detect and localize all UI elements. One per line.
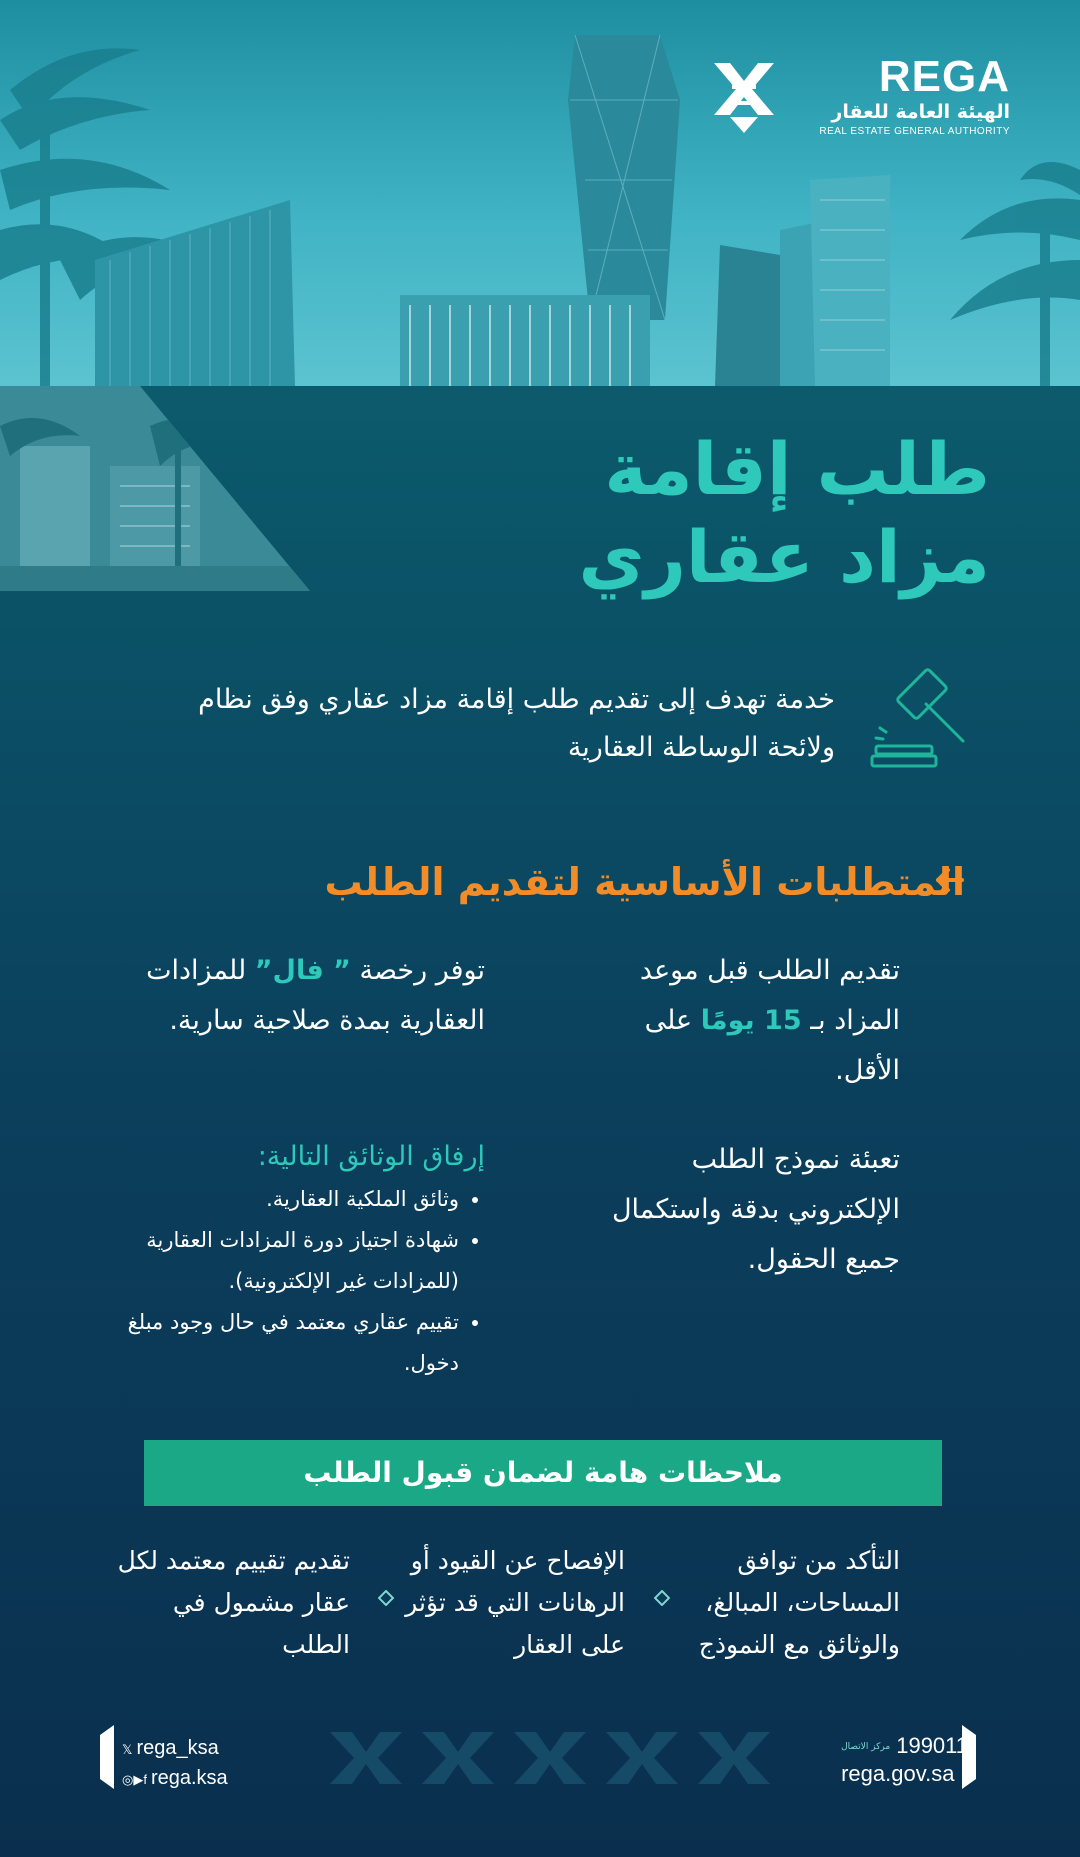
intro-line-1: خدمة تهدف إلى تقديم طلب إقامة مزاد عقاري وفق نظام xyxy=(198,684,835,715)
diamond-bullet-icon xyxy=(378,1590,394,1606)
requirement-form xyxy=(580,1135,900,1285)
fal-license-name: ” فال” xyxy=(254,955,351,986)
arrow-left-icon xyxy=(932,862,968,898)
brand-name-en: REGA xyxy=(878,52,1010,101)
hero-skyline-image xyxy=(0,0,1080,386)
contact-info xyxy=(841,1732,968,1788)
license-text-after: للمزادات العقارية بمدة صلاحية سارية. xyxy=(146,955,485,1036)
note-item-1: التأكد من توافق المساحات، المبالغ، والوثائق مع النموذج xyxy=(698,1546,900,1659)
requirement-documents xyxy=(115,1135,485,1384)
social-links xyxy=(122,1734,228,1794)
note-item-2: الإفصاح عن القيود أو الرهانات التي قد تؤثر على العقار xyxy=(405,1546,625,1659)
rega-logo-text xyxy=(819,52,1010,139)
brand-subtitle: REAL ESTATE GENERAL AUTHORITY xyxy=(819,126,1010,137)
documents-title: إرفاق الوثائق التالية: xyxy=(257,1141,485,1172)
requirement-license xyxy=(115,946,485,1046)
page-title xyxy=(430,425,990,601)
document-item: • وثائق الملكية العقارية. xyxy=(115,1179,459,1220)
notes-heading-bar: ملاحظات هامة لضمان قبول الطلب xyxy=(144,1440,942,1506)
title-line-1: طلب إقامة xyxy=(604,427,990,511)
document-item: • تقييم عقاري معتمد في حال وجود مبلغ دخول. xyxy=(115,1302,459,1384)
deadline-text-after: على الأقل. xyxy=(644,1005,900,1086)
instagram-youtube-facebook-icons: ◎▶f xyxy=(122,1772,147,1787)
documents-list xyxy=(115,1179,485,1384)
requirement-deadline xyxy=(580,946,900,1096)
x-twitter-icon: 𝕏 xyxy=(122,1742,133,1757)
intro-text xyxy=(115,676,835,772)
hotline-row[interactable] xyxy=(841,1732,968,1760)
note-item-3: تقديم تقييم معتمد لكل عقار مشمول في الطلب xyxy=(117,1546,350,1659)
social-handle: rega.ksa xyxy=(150,1767,228,1789)
deadline-days: 15 يومًا xyxy=(700,1005,802,1036)
social-handle-link[interactable] xyxy=(122,1764,228,1794)
rega-logo-mark-icon xyxy=(710,55,778,135)
title-line-2: مزاد عقاري xyxy=(578,515,990,599)
gavel-icon xyxy=(868,664,980,776)
website-link[interactable]: rega.gov.sa xyxy=(841,1761,955,1786)
diamond-bullet-icon xyxy=(654,1590,670,1606)
brand-name-ar: الهيئة العامة للعقار xyxy=(831,101,1010,123)
rega-logo[interactable] xyxy=(710,52,1010,145)
hotline-number: 199011 xyxy=(896,1733,968,1758)
twitter-handle: rega_ksa xyxy=(136,1737,219,1759)
bracket-left-icon xyxy=(100,1725,114,1789)
license-text-before: توفر رخصة xyxy=(359,955,485,986)
document-item: • شهادة اجتياز دورة المزادات العقارية (للمزادات غير الإلكترونية). xyxy=(115,1220,459,1302)
requirements-heading: المتطلبات الأساسية لتقديم الطلب xyxy=(324,860,965,904)
deadline-text-before: تقديم الطلب قبل موعد المزاد بـ xyxy=(639,955,900,1036)
footer-pattern-decoration xyxy=(330,1728,770,1788)
twitter-link[interactable] xyxy=(122,1734,228,1764)
form-text: تعبئة نموذج الطلب الإلكتروني بدقة واستكمال جميع الحقول. xyxy=(611,1144,900,1275)
skyline-corner-image xyxy=(0,386,320,591)
intro-line-2: ولائحة الوساطة العقارية xyxy=(567,732,835,763)
hotline-label: مركز الاتصال xyxy=(841,1742,891,1753)
